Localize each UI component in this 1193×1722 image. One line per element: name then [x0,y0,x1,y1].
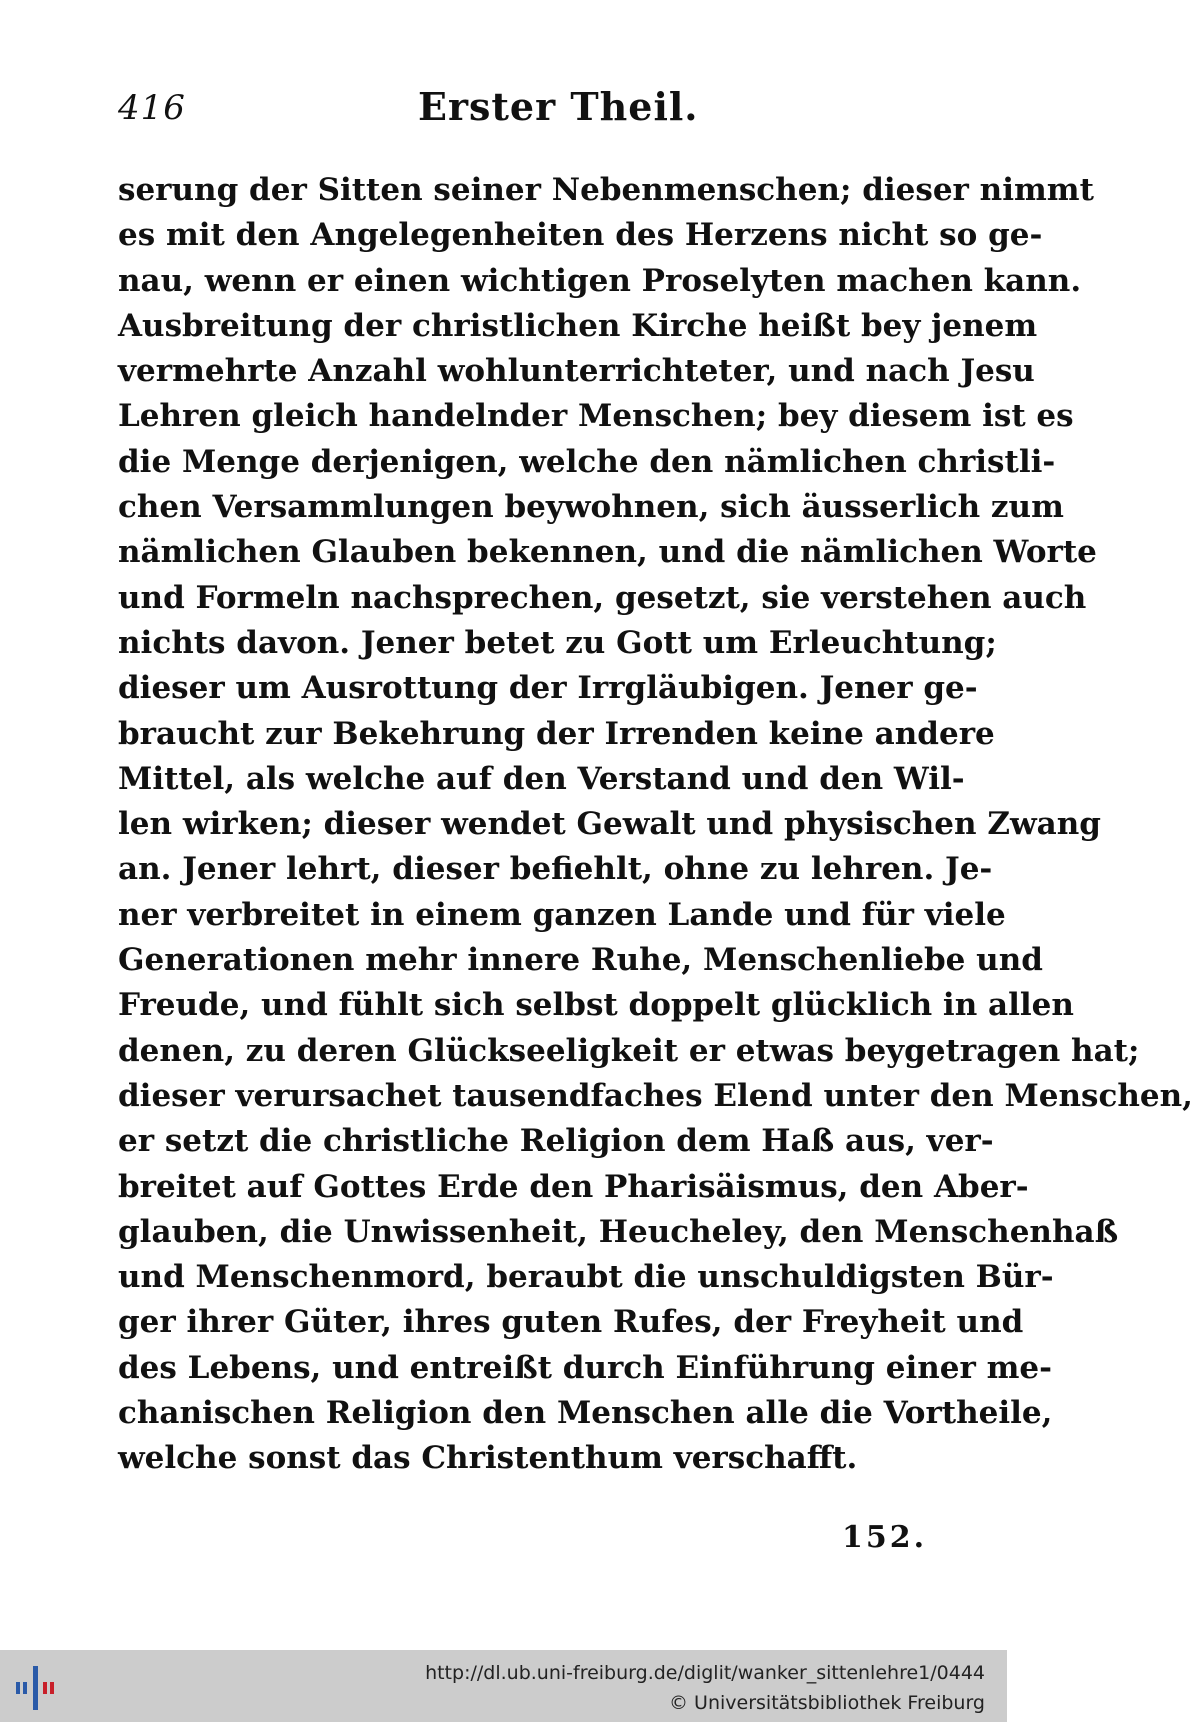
text-line: chen Versammlungen beywohnen, sich äusserlich zum [118,489,1064,526]
body-text [118,168,1193,1482]
library-logo-icon [8,1662,64,1714]
page-number: 416 [118,88,186,128]
text-line: Ausbreitung der christlichen Kirche heißt bey jenem [118,307,1038,344]
text-line: nämlichen Glauben bekennen, und die nämlichen Worte [118,534,1097,571]
permalink-link[interactable]: http://dl.ub.uni-freiburg.de/diglit/wanker_sittenlehre1/0444 [425,1662,985,1684]
running-title: Erster Theil. [418,84,699,129]
footer-bar [0,1650,1007,1722]
text-line: Generationen mehr innere Ruhe, Menschenliebe und [118,942,1043,979]
text-line: denen, zu deren Glückseeligkeit er etwas beygetragen hat; [118,1032,1140,1069]
text-line: chanischen Religion den Menschen alle die Vortheile, [118,1395,1053,1432]
text-line: er setzt die christliche Religion dem Haß aus, ver- [118,1123,994,1160]
text-line: nau, wenn er einen wichtigen Proselyten machen kann. [118,262,1082,299]
text-line: und Menschenmord, beraubt die unschuldigsten Bür- [118,1259,1054,1296]
text-line: dieser um Ausrottung der Irrgläubigen. Jener ge- [118,670,978,707]
text-line: es mit den Angelegenheiten des Herzens nicht so ge- [118,217,1043,254]
text-line: serung der Sitten seiner Nebenmenschen; dieser nimmt [118,172,1094,208]
text-line: an. Jener lehrt, dieser befiehlt, ohne zu lehren. Je- [118,851,993,888]
text-line: Freude, und fühlt sich selbst doppelt glücklich in allen [118,987,1074,1024]
text-line: glauben, die Unwissenheit, Heucheley, den Menschenhaß [118,1213,1119,1250]
text-line: len wirken; dieser wendet Gewalt und physischen Zwang [118,806,1101,843]
text-line: dieser verursachet tausendfaches Elend unter den Menschen, [118,1077,1193,1114]
text-line: ner verbreitet in einem ganzen Lande und für viele [118,896,1006,933]
text-line: und Formeln nachsprechen, gesetzt, sie verstehen auch [118,579,1087,616]
text-line: Lehren gleich handelnder Menschen; bey diesem ist es [118,398,1074,435]
text-line: braucht zur Bekehrung der Irrenden keine andere [118,715,995,752]
text-line: des Lebens, und entreißt durch Einführung einer me- [118,1349,1053,1386]
text-line: Mittel, als welche auf den Verstand und den Wil- [118,760,965,797]
text-line: ger ihrer Güter, ihres guten Rufes, der Freyheit und [118,1304,1024,1341]
text-line: welche sonst das Christenthum verschafft. [118,1440,858,1477]
text-line: breitet auf Gottes Erde den Pharisäismus, den Aber- [118,1168,1029,1205]
running-head [118,84,918,138]
copyright-text: © Universitätsbibliothek Freiburg [669,1692,985,1714]
signature-mark: 152. [842,1520,928,1555]
text-line: die Menge derjenigen, welche den nämlichen christli- [118,443,1056,480]
text-line: vermehrte Anzahl wohlunterrichteter, und nach Jesu [118,353,1035,390]
text-line: nichts davon. Jener betet zu Gott um Erleuchtung; [118,624,997,661]
